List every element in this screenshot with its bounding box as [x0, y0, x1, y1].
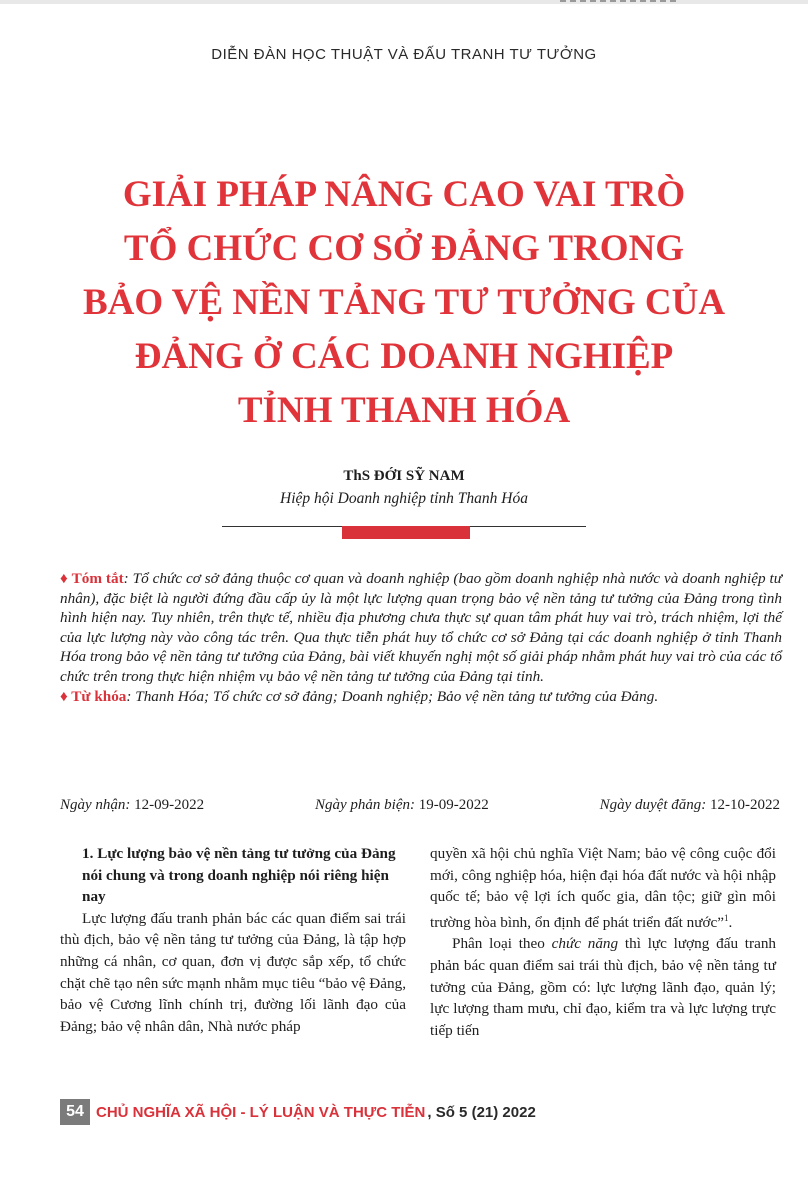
- keywords-label: ♦ Từ khóa: [60, 687, 127, 705]
- article-dates: [60, 797, 780, 814]
- divider-accent: [342, 526, 470, 539]
- page-footer: [60, 1099, 536, 1125]
- section-heading: 1. Lực lượng bảo vệ nền tảng tư tưởng của Đảng nói chung và trong doanh nghiệp nói riêng hiện nay: [82, 845, 396, 906]
- body-paragraph: [430, 933, 776, 1041]
- title-line: TỈNH THANH HÓA: [237, 390, 571, 431]
- body-column-left: [60, 843, 406, 1037]
- keywords-text: : Thanh Hóa; Tổ chức cơ sở đảng; Doanh nghiệp; Bảo vệ nền tảng tư tưởng của Đảng.: [126, 687, 659, 705]
- abstract-paragraph: [60, 569, 782, 687]
- author-name: ThS ĐỚI SỸ NAM: [343, 468, 465, 484]
- journal-name: CHỦ NGHĨA XÃ HỘI - LÝ LUẬN VÀ THỰC TIỄN: [96, 1103, 426, 1121]
- date-reviewed-label: Ngày phản biện:: [315, 797, 415, 813]
- date-received-value: 12-09-2022: [134, 797, 205, 813]
- body-paragraph: [430, 843, 776, 933]
- paragraph-end: .: [728, 913, 733, 931]
- body-column-right: [430, 843, 776, 1041]
- section-header: DIỄN ĐÀN HỌC THUẬT VÀ ĐẤU TRANH TƯ TƯỞNG: [211, 46, 597, 63]
- paragraph-text: thì lực lượng đấu tranh phản bác quan điểm sai trái thù địch, bảo vệ nền tảng tư tưởng của Đảng, gồm có: lực lượng lãnh đạo, quản lý; lực lượng tham mưu, chỉ đạo, kiểm tra và lực lượng trực tiếp tiến: [430, 935, 777, 1039]
- date-received-label: Ngày nhận:: [60, 797, 131, 813]
- paragraph-text: quyền xã hội chủ nghĩa Việt Nam; bảo vệ công cuộc đổi mới, công nghiệp hóa, hiện đại hóa đất nước và hội nhập quốc tế; bảo vệ lợi ích quốc gia, dân tộc; giữ gìn môi trường hòa bình, ổn định để phát triển đất nước”: [430, 845, 776, 931]
- date-reviewed-value: 19-09-2022: [418, 797, 489, 813]
- abstract-text: : Tổ chức cơ sở đảng thuộc cơ quan và doanh nghiệp (bao gồm doanh nghiệp nhà nước và doanh nghiệp tư nhân), đặc biệt là người đứng đầu cấp ủy là một lực lượng quan trọng bảo vệ nền tảng tư tưởng của Đảng trong tình hình hiện nay. Tuy nhiên, trên thực tế, nhiều địa phương chưa thực sự quan tâm phát huy vai trò, trách nhiệm, lợi thế của lực lượng này vào công tác trên. Qua thực tiễn phát huy tổ chức cơ sở Đảng tại các doanh nghiệp ở tỉnh Thanh Hóa trong bảo vệ nền tảng tư tưởng của Đảng, bài viết khuyến nghị một số giải pháp nhằm phát huy vai trò của các tổ chức trên trong thực hiện nhiệm vụ bảo vệ nền tảng tư tưởng của Đảng tại tỉnh.: [60, 570, 782, 685]
- top-mark: [560, 0, 680, 2]
- abstract-label: ♦ Tóm tắt: [60, 570, 124, 587]
- date-accepted: [600, 797, 780, 814]
- abstract-block: [60, 569, 782, 706]
- keywords-paragraph: [60, 687, 782, 707]
- title-line: GIẢI PHÁP NÂNG CAO VAI TRÒ: [122, 174, 686, 215]
- top-edge: [0, 0, 808, 4]
- author-affiliation: Hiệp hội Doanh nghiệp tỉnh Thanh Hóa: [280, 490, 528, 507]
- title-line: BẢO VỆ NỀN TẢNG TƯ TƯỞNG CỦA: [82, 282, 726, 323]
- date-accepted-label: Ngày duyệt đăng:: [599, 797, 707, 813]
- title-line: TỔ CHỨC CƠ SỞ ĐẢNG TRONG: [123, 228, 685, 269]
- date-accepted-value: 12-10-2022: [709, 797, 780, 813]
- date-reviewed: [315, 797, 489, 814]
- emphasis-text: chức năng: [551, 935, 619, 953]
- title-line: ĐẢNG Ở CÁC DOANH NGHIỆP: [134, 336, 674, 377]
- article-title: [40, 168, 768, 438]
- paragraph-text: Phân loại theo: [452, 935, 552, 953]
- body-paragraph: Lực lượng đấu tranh phản bác các quan điểm sai trái thù địch, bảo vệ nền tảng tư tưởng của Đảng, là tập hợp những cá nhân, cơ quan, đơn vị được sắp xếp, tổ chức chặt chẽ tạo nên sức mạnh nhằm mục tiêu “bảo vệ Đảng, bảo vệ Cương lĩnh chính trị, đường lối lãnh đạo của Đảng; bảo vệ nhân dân, Nhà nước pháp: [60, 909, 406, 1035]
- journal-issue: , Số 5 (21) 2022: [427, 1103, 536, 1121]
- footnote-ref[interactable]: 1: [724, 912, 729, 923]
- date-received: [60, 797, 204, 814]
- page-number: 54: [60, 1099, 90, 1125]
